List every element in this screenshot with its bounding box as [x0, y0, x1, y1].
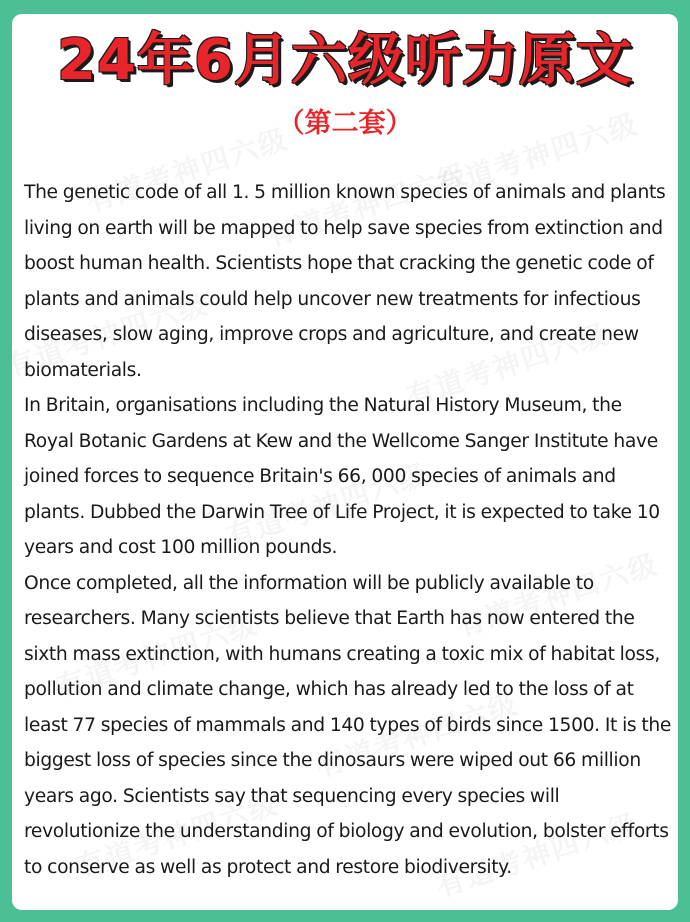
transcript-paragraph: Once completed, all the information will be publicly available to researchers. Many scientists believe that Earth has now entered the sixth mass extinction, with humans creating a toxic mix of habitat loss, pollution and climate change, which has already led to the loss of at least 77 species of mammals and 140 types of birds since 1500. It is the biggest loss of species since the dinosaurs were wiped out 66 million years ago. Scientists say that sequencing every species will revolutionize the understanding of biology and evolution, bolster efforts to conserve as well as protect and restore biodiversity. — [24, 572, 672, 878]
transcript-paragraph: The genetic code of all 1. 5 million known species of animals and plants living on earth will be mapped to help save species from extinction and boost human health. Scientists hope that cracking the genetic code of plants and animals could help uncover new treatments for infectious diseases, slow aging, improve crops and agriculture, and create new biomaterials. — [24, 182, 666, 381]
page-subtitle: （第二套） — [277, 108, 413, 139]
transcript-paragraph: In Britain, organisations including the Natural History Museum, the Royal Botanic Gardens at Kew and the Wellcome Sanger Institute have joined forces to sequence Britain's 66, 000 species of animals and plants. Dubbed the Darwin Tree of Life Project, it is expected to take 10 years and cost 100 million pounds. — [24, 395, 660, 558]
content-card — [12, 14, 678, 910]
transcript-body — [24, 175, 674, 885]
page-title: 24年6月六级听力原文 — [57, 28, 633, 93]
